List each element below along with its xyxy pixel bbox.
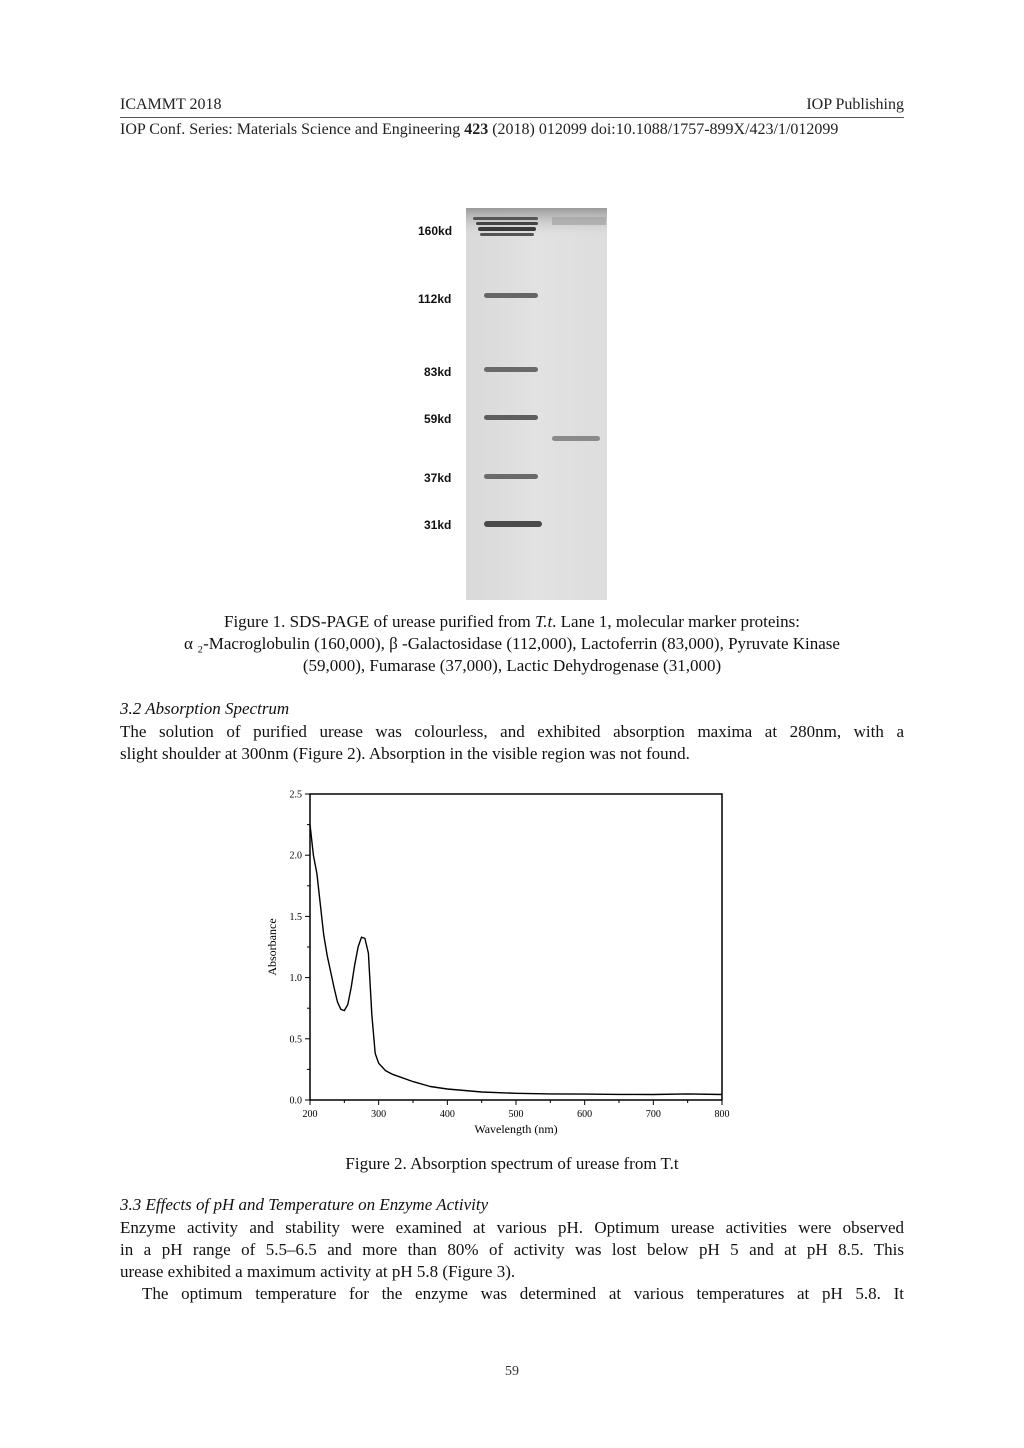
section-3-2-title: 3.2 Absorption Spectrum [120,699,290,718]
x-tick-label: 300 [371,1109,387,1120]
publisher-name: IOP Publishing [806,96,904,113]
marker-band-37kd [484,474,538,479]
marker-band-83kd [484,367,538,372]
x-tick-label: 400 [439,1109,455,1120]
section-3-3-title: 3.3 Effects of pH and Temperature on Enzyme Activity [120,1195,489,1214]
y-tick-label: 1.0 [289,973,302,985]
marker-label-83kd: 83kd [424,365,452,379]
absorption-chart-svg [250,782,750,1152]
marker-band-top-3 [480,233,534,236]
y-tick-label: 0.0 [289,1095,302,1107]
series-prefix: IOP Conf. Series: Materials Science and Engineering [120,121,465,138]
caption1-text-b: . Lane 1, molecular marker proteins: [552,612,800,631]
section-3-3-line2: in a pH range of 5.5–6.5 and more than 80% of activity was lost below pH 5 and at pH 8.5. This [120,1240,904,1259]
sample-well [552,217,606,225]
caption1-species: T.t [535,612,553,631]
figure1-gel [400,205,620,600]
section-3-2-line1: The solution of purified urease was colourless, and exhibited absorption maxima at 280nm, with a [120,722,904,741]
header-rule [120,117,904,118]
section-3-3-line4: The optimum temperature for the enzyme was determined at various temperatures at pH 5.8. It [142,1284,904,1303]
marker-label-160kd: 160kd [418,224,453,238]
section-3-3-body [120,1217,904,1305]
marker-label-37kd: 37kd [424,471,452,485]
x-tick-label: 800 [714,1109,730,1120]
plot-frame [310,794,722,1100]
conference-name: ICAMMT 2018 [120,96,222,113]
section-3-2-body [120,721,904,765]
marker-band-112kd [484,293,538,298]
section-3-3-line3: urease exhibited a maximum activity at pH 5.8 (Figure 3). [120,1262,516,1281]
marker-band-31kd [484,521,542,527]
x-tick-label: 200 [302,1109,318,1120]
x-tick-label: 500 [508,1109,524,1120]
marker-label-112kd: 112kd [418,292,452,306]
marker-label-31kd: 31kd [424,518,452,532]
urease-band [552,436,600,441]
marker-label-59kd: 59kd [424,412,452,426]
figure2-chart [250,782,750,1152]
marker-band-59kd [484,415,538,420]
y-tick-label: 2.5 [289,789,302,801]
marker-band-top-1 [473,217,538,220]
section-3-2-line2: slight shoulder at 300nm (Figure 2). Absorption in the visible region was not found. [120,744,690,763]
y-tick-label: 1.5 [289,911,302,923]
series-volume: 423 [464,121,489,138]
x-tick-label: 700 [645,1109,661,1120]
marker-band-top-2 [476,222,538,225]
marker-band-160kd [478,227,536,231]
gel-background [466,208,607,600]
figure1-caption [120,611,904,677]
page-number: 59 [505,1364,519,1379]
figure1-caption-line1 [120,611,904,633]
y-tick-label: 2.0 [289,850,302,862]
series-suffix: (2018) 012099 doi:10.1088/1757-899X/423/1/012099 [488,121,839,138]
absorbance-series-line [310,825,722,1095]
y-axis-label: Absorbance [265,918,279,976]
y-tick-label: 0.5 [289,1034,302,1046]
section-3-3-line1: Enzyme activity and stability were examined at various pH. Optimum urease activities were observed [120,1218,904,1237]
caption1-text-a: Figure 1. SDS-PAGE of urease purified from [224,612,535,631]
figure1-caption-line3: (59,000), Fumarase (37,000), Lactic Dehydrogenase (31,000) [302,656,722,675]
series-line [120,121,904,139]
x-axis-label: Wavelength (nm) [474,1122,558,1136]
gel-image [400,205,620,600]
x-tick-label: 600 [577,1109,593,1120]
figure1-caption-line2: α ₂-Macroglobulin (160,000), β -Galactosidase (112,000), Lactoferrin (83,000), Pyruvate Kinase [184,634,840,653]
figure2-caption: Figure 2. Absorption spectrum of urease from T.t [345,1154,679,1173]
